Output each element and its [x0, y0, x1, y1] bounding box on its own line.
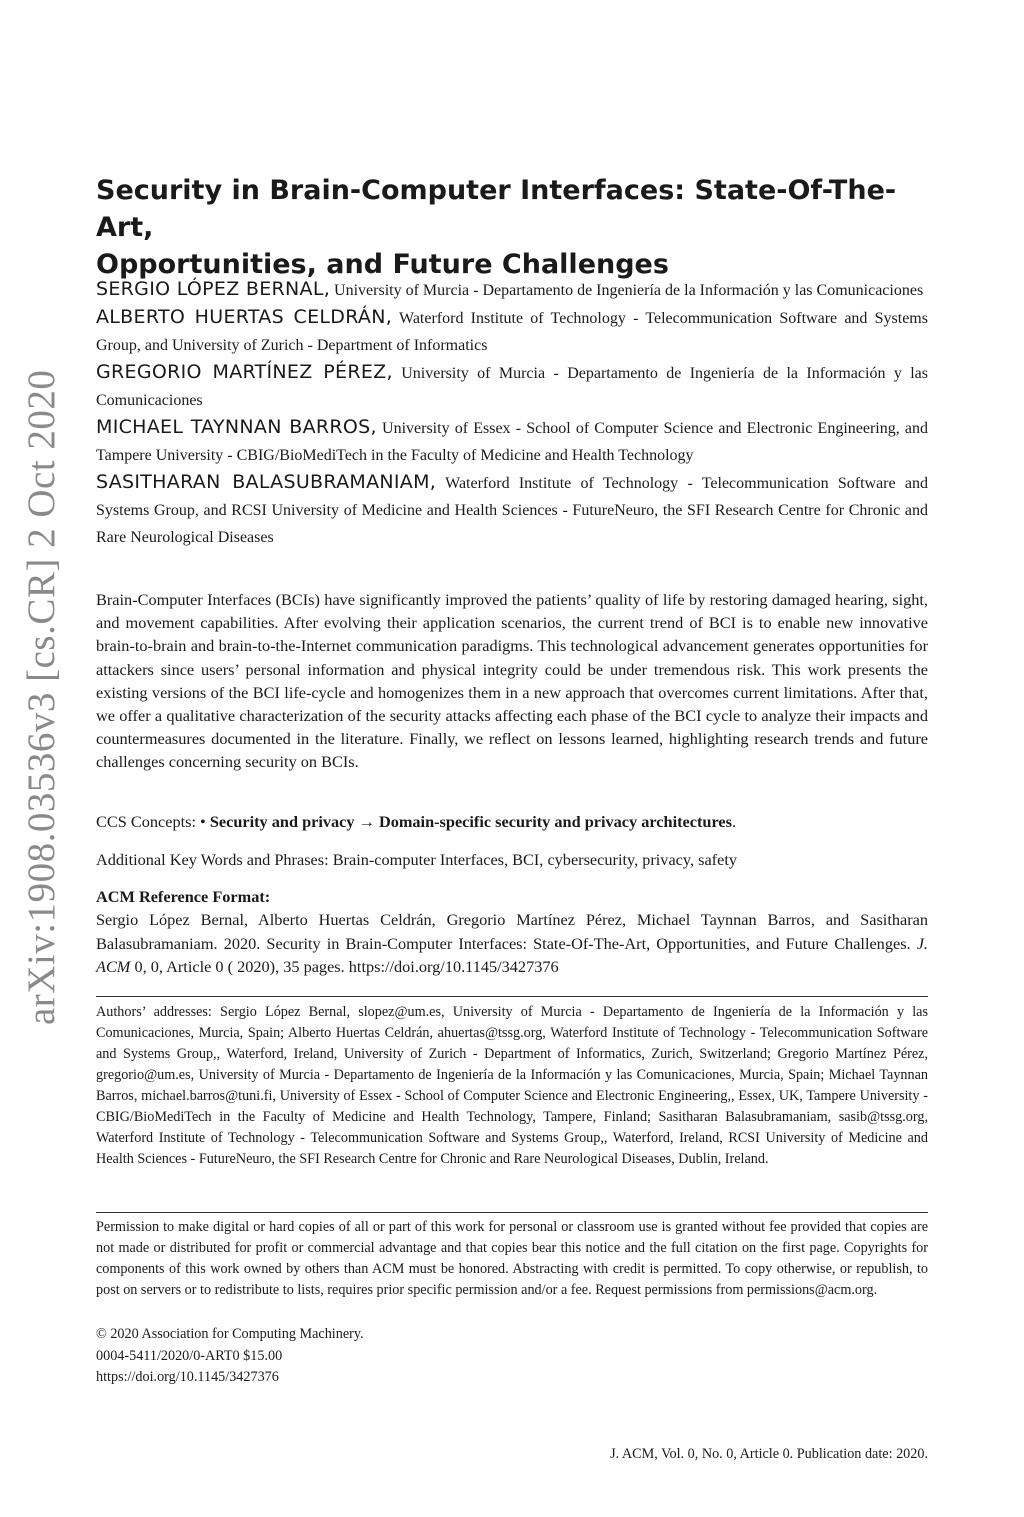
ccs-concept-list: Security and privacy → Domain-specific security and privacy architectures	[209, 812, 732, 831]
author-entry	[96, 469, 928, 551]
ccs-label: CCS Concepts: •	[96, 812, 206, 831]
author-name: GREGORIO MARTÍNEZ PÉREZ,	[96, 361, 393, 383]
page-footer: J. ACM, Vol. 0, No. 0, Article 0. Publication date: 2020.	[610, 1446, 928, 1462]
title-line-1: Security in Brain-Computer Interfaces: State-Of-The-Art,	[96, 175, 897, 243]
reference-journal: J. ACM	[96, 933, 928, 976]
abstract: Brain-Computer Interfaces (BCIs) have significantly improved the patients’ quality of life by restoring damaged hearing, sight, and movement capabilities. After evolving their application scenarios, the current trend of BCI is to enable new innovative brain-to-brain and brain-to-the-Internet communication paradigms. This technological advancement generates opportunities for attackers since users’ personal information and physical integrity could be under tremendous risk. This work presents the existing versions of the BCI life-cycle and homogenizes them in a new approach that overcomes current limitations. After that, we offer a qualitative characterization of the security attacks affecting each phase of the BCI cycle to analyze their impacts and countermeasures documented in the literature. Finally, we reflect on lessons learned, highlighting research trends and future challenges concerning security on BCIs.	[96, 590, 928, 772]
footnote-rule	[96, 996, 928, 997]
reference-format	[96, 908, 928, 979]
arxiv-identifier: arXiv:1908.03536v3 [cs.CR] 2 Oct 2020	[20, 369, 63, 1025]
author-name: SASITHARAN BALASUBRAMANIAM,	[96, 471, 437, 493]
author-affiliation: Waterford Institute of Technology - Telecommunication Software and Systems Group, and University of Zurich - Department of Informatics	[96, 310, 928, 354]
copyright-line: © 2020 Association for Computing Machinery.	[96, 1326, 364, 1342]
permission-rule	[96, 1212, 928, 1213]
reference-authors-title: Sergio López Bernal, Alberto Huertas Celdrán, Gregorio Martínez Pérez, Michael Taynnan Barros, and Sasitharan Balasubramaniam. 2020. Security in Brain-Computer Interfaces: State-Of-The-Art, Opportunities, and Future Challenges.	[96, 910, 928, 953]
reference-format-heading: ACM Reference Format:	[96, 887, 271, 906]
author-entry	[96, 414, 928, 469]
author-affiliation: University of Essex - School of Computer Science and Electronic Engineering, and Tampere University - CBIG/BioMediTech in the Faculty of Medicine and Health Technology	[96, 420, 929, 464]
author-name: ALBERTO HUERTAS CELDRÁN,	[96, 306, 393, 328]
author-entry	[96, 304, 928, 359]
paper-title	[96, 172, 936, 283]
doi-line: https://doi.org/10.1145/3427376	[96, 1369, 279, 1385]
author-entry	[96, 276, 928, 304]
author-name: SERGIO LÓPEZ BERNAL,	[96, 278, 331, 300]
title-line-2: Opportunities, and Future Challenges	[96, 249, 669, 280]
author-addresses: Authors’ addresses: Sergio López Bernal, slopez@um.es, University of Murcia - Departamento de Ingeniería de la Información y las Comunicaciones, Murcia, Spain; Alberto Huertas Celdrán, ahuertas@tssg.org, Waterford Institute of Technology - Telecommunication Software and Systems Group,, Waterford, Ireland, University of Zurich - Department of Informatics, Zurich, Switzerland; Gregorio Martínez Pérez, gregorio@um.es, University of Murcia - Departamento de Ingeniería de la Información y las Comunicaciones, Murcia, Spain; Michael Taynnan Barros, michael.barros@tuni.fi, University of Essex - School of Computer Science and Electronic Engineering,, Essex, UK, Tampere University - CBIG/BioMediTech in the Faculty of Medicine and Health Technology, Tampere, Finland; Sasitharan Balasubramaniam, sasib@tssg.org, Waterford Institute of Technology - Telecommunication Software and Systems Group,, Waterford, Ireland, RCSI University of Medicine and Health Sciences - FutureNeuro, the SFI Research Centre for Chronic and Rare Neurological Diseases, Dublin, Ireland.	[96, 1004, 928, 1167]
author-affiliation: University of Murcia - Departamento de Ingeniería de la Información y las Comunicaciones	[334, 282, 924, 299]
issn-line: 0004-5411/2020/0-ART0 $15.00	[96, 1348, 283, 1364]
author-entry	[96, 359, 928, 414]
keywords: Additional Key Words and Phrases: Brain-computer Interfaces, BCI, cybersecurity, privacy, safety	[96, 850, 737, 869]
author-list	[96, 276, 928, 551]
arxiv-stamp	[12, 305, 72, 1025]
ccs-concepts	[96, 810, 928, 833]
reference-details: 0, 0, Article 0 ( 2020), 35 pages. https://doi.org/10.1145/3427376	[134, 957, 559, 976]
author-affiliation: University of Murcia - Departamento de Ingeniería de la Información y las Comunicaciones	[96, 365, 929, 409]
ccs-end: .	[731, 812, 737, 831]
author-name: MICHAEL TAYNNAN BARROS,	[96, 416, 377, 438]
permission-notice: Permission to make digital or hard copies of all or part of this work for personal or classroom use is granted without fee provided that copies are not made or distributed for profit or commercial advantage and that copies bear this notice and the full citation on the first page. Copyrights for components of this work owned by others than ACM must be honored. Abstracting with credit is permitted. To copy otherwise, or republish, to post on servers or to redistribute to lists, requires prior specific permission and/or a fee. Request permissions from permissions@acm.org.	[96, 1219, 928, 1298]
author-affiliation: Waterford Institute of Technology - Telecommunication Software and Systems Group, and RCSI University of Medicine and Health Sciences - FutureNeuro, the SFI Research Centre for Chronic and Rare Neurological Diseases	[96, 475, 928, 546]
